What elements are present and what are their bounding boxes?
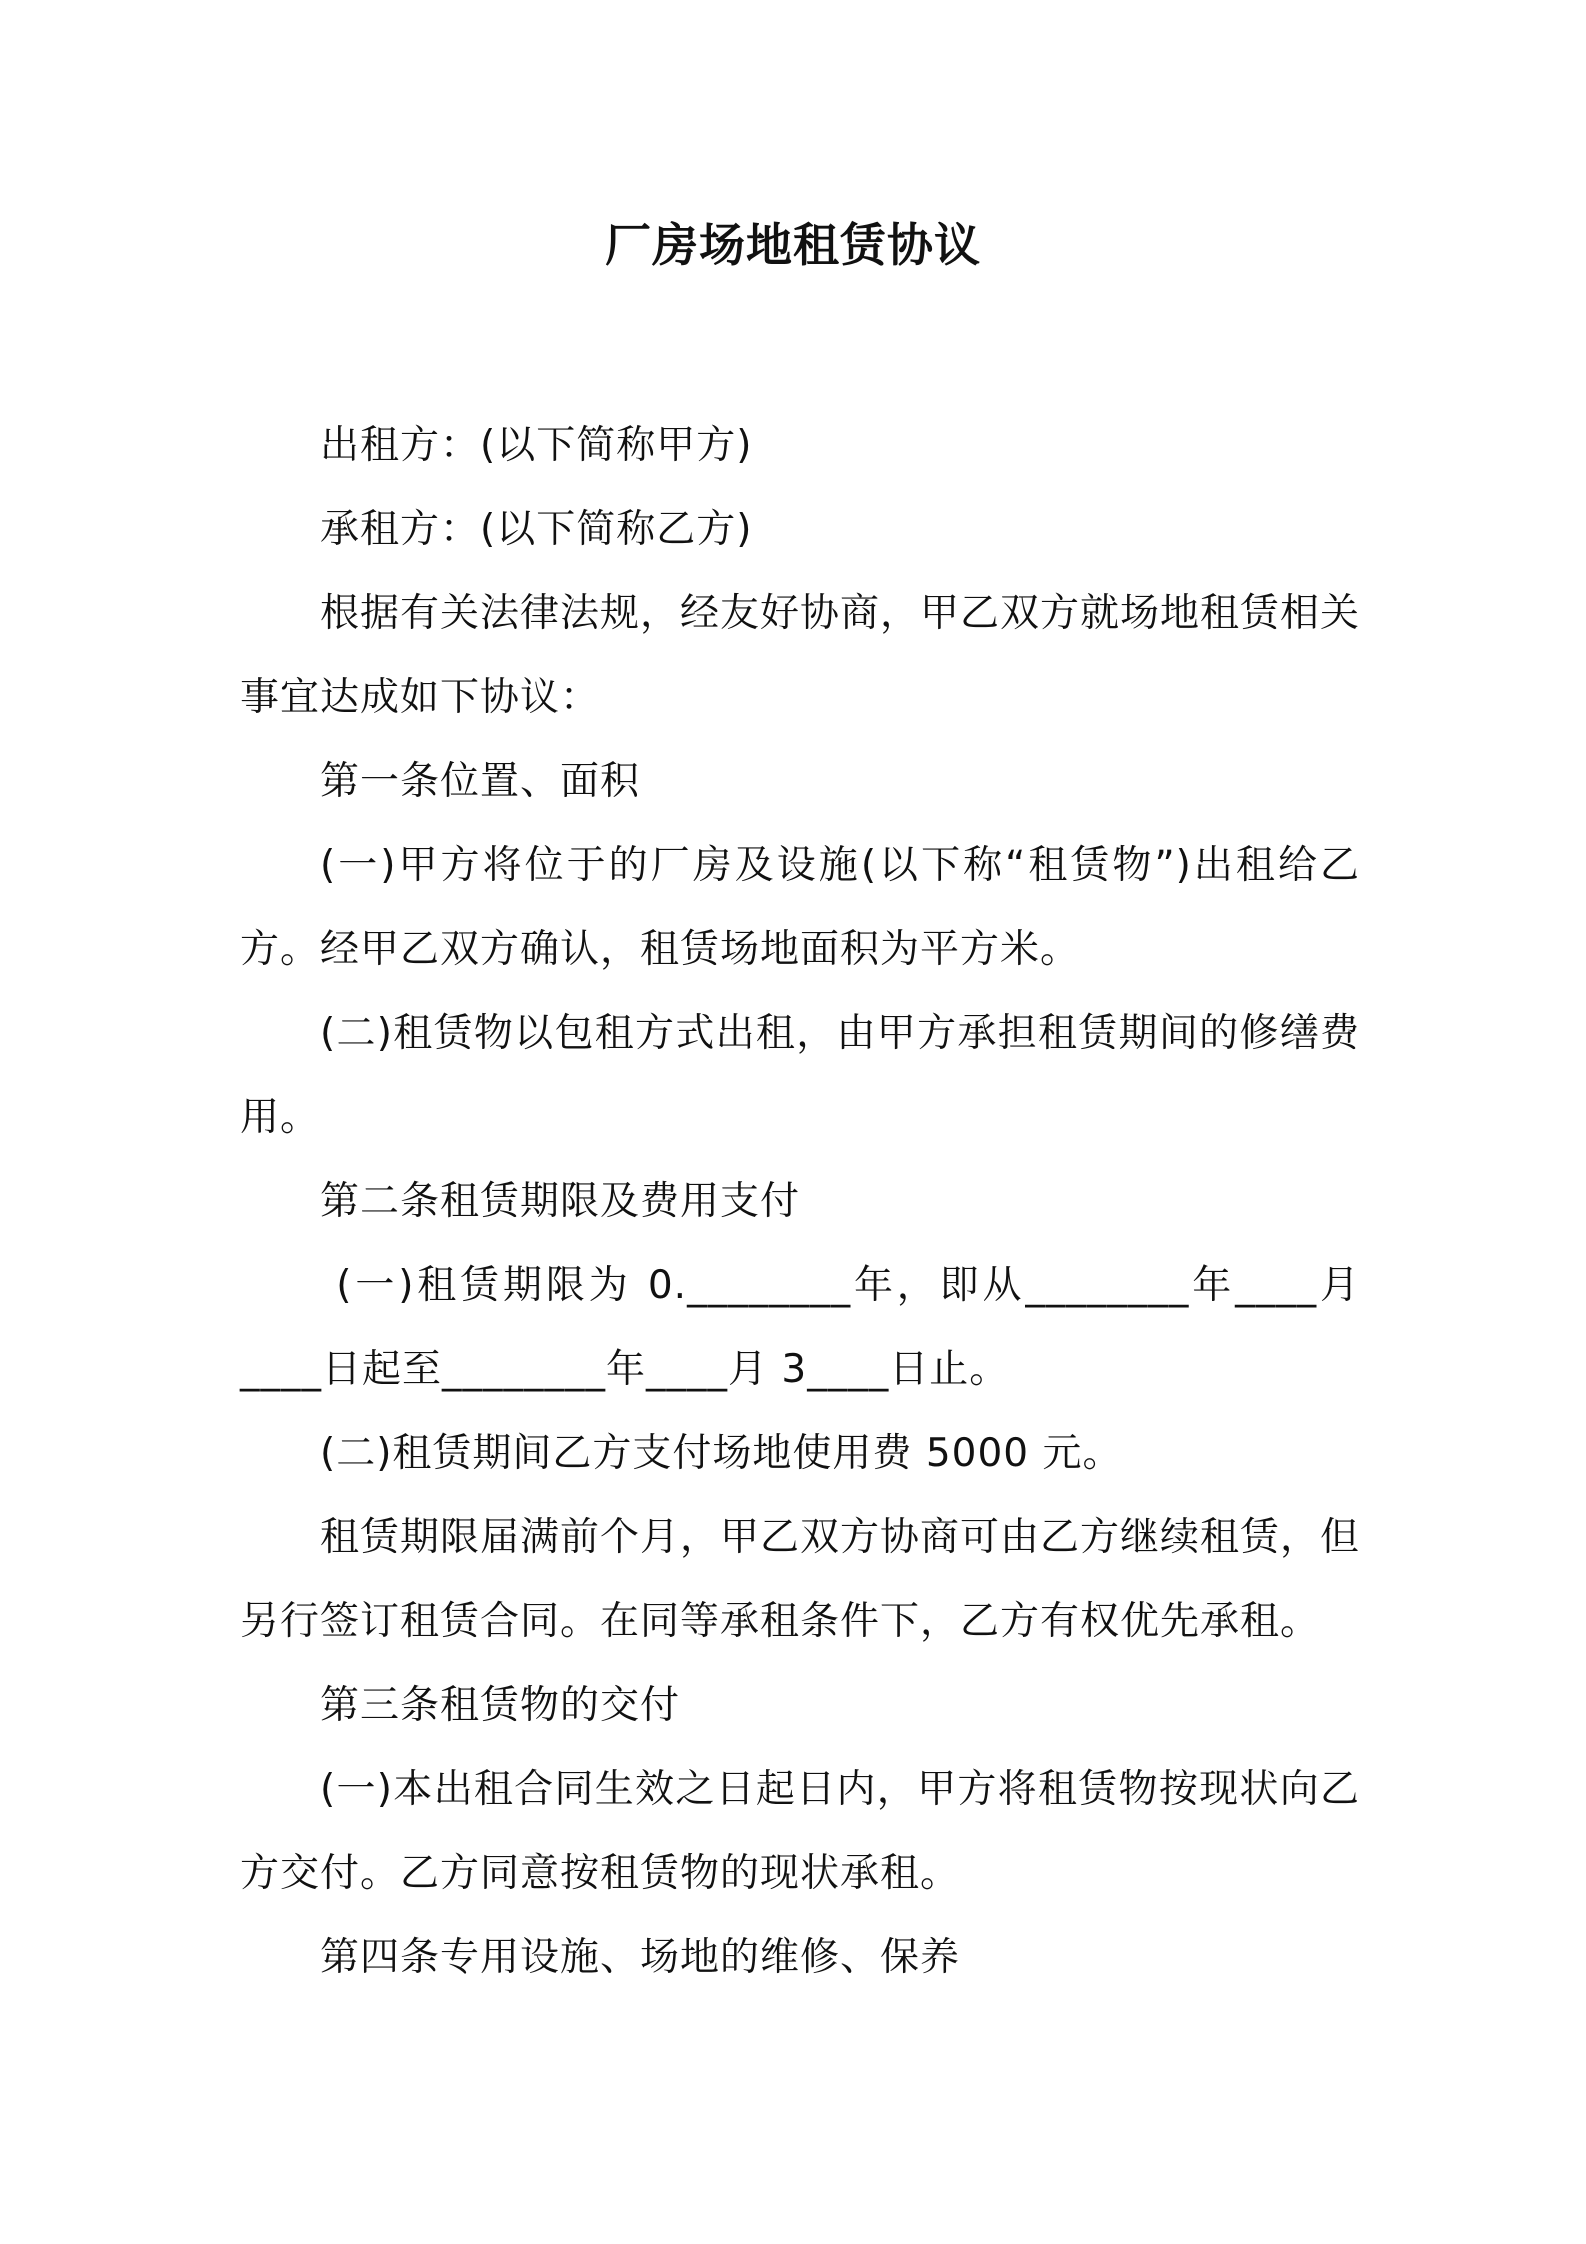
article-2-clause-1: (一)租赁期限为 0.________年，即从________年____月____日起至________年____月 3____日止。 xyxy=(240,1263,1360,1392)
document-body xyxy=(240,404,1360,2000)
article-2-renewal: 租赁期限届满前个月，甲乙双方协商可由乙方继续租赁，但另行签订租赁合同。在同等承租条件下，乙方有权优先承租。 xyxy=(240,1515,1361,1644)
article-2-heading: 第二条租赁期限及费用支付 xyxy=(320,1179,801,1224)
article-1-clause-2: (二)租赁物以包租方式出租，由甲方承担租赁期间的修缮费用。 xyxy=(240,1011,1360,1140)
article-3-heading: 第三条租赁物的交付 xyxy=(320,1683,681,1728)
paragraph-lessee: 承租方：(以下简称乙方) xyxy=(320,507,753,552)
paragraph-lessor: 出租方：(以下简称甲方) xyxy=(320,423,753,468)
article-1-clause-1: (一)甲方将位于的厂房及设施(以下称“租赁物”)出租给乙方。经甲乙双方确认，租赁场地面积为平方米。 xyxy=(240,843,1360,972)
article-2-clause-2: (二)租赁期间乙方支付场地使用费 5000 元。 xyxy=(320,1431,1123,1476)
paragraph-preamble: 根据有关法律法规，经友好协商，甲乙双方就场地租赁相关事宜达成如下协议： xyxy=(240,591,1361,720)
article-1-heading: 第一条位置、面积 xyxy=(320,759,641,804)
document-title: 厂房场地租赁协议 xyxy=(605,218,981,272)
article-4-heading: 第四条专用设施、场地的维修、保养 xyxy=(320,1935,961,1980)
article-3-clause-1: (一)本出租合同生效之日起日内，甲方将租赁物按现状向乙方交付。乙方同意按租赁物的现状承租。 xyxy=(240,1767,1360,1896)
